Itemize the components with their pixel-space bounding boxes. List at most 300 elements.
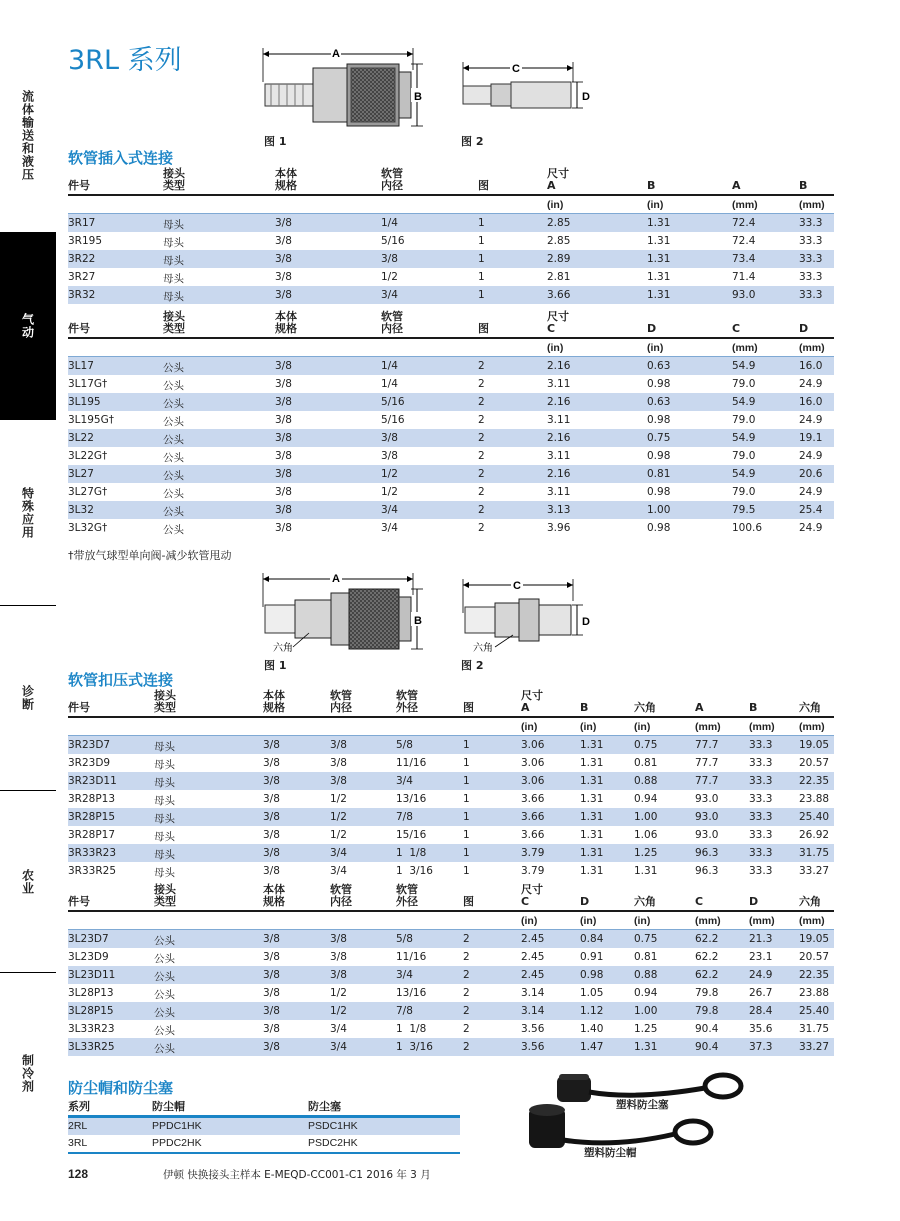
cell: 公头 bbox=[163, 506, 184, 518]
cell: 93.0 bbox=[695, 829, 719, 841]
cell: 3.14 bbox=[521, 987, 545, 999]
cell: 33.3 bbox=[799, 235, 823, 247]
cell: 3/4 bbox=[396, 969, 413, 981]
cell: 母头 bbox=[163, 219, 184, 231]
side-tab-bar bbox=[0, 0, 56, 1221]
unit-row bbox=[68, 339, 834, 357]
cell: 3.96 bbox=[547, 522, 571, 534]
cell: 33.3 bbox=[799, 271, 823, 283]
cell: 77.7 bbox=[695, 757, 719, 769]
cell: 公头 bbox=[163, 524, 184, 536]
cell: 3.06 bbox=[521, 775, 545, 787]
cell: 33.3 bbox=[749, 847, 773, 859]
cell: 79.5 bbox=[732, 504, 756, 516]
cell: 0.75 bbox=[634, 933, 658, 945]
unit-label: (in) bbox=[580, 915, 597, 927]
tab-diagnostics[interactable]: 诊断 bbox=[20, 685, 35, 711]
cell: 1.05 bbox=[580, 987, 604, 999]
footer-text: 伊顿 快换接头主样本 E-MEQD-CC001-C1 2016 年 3 月 bbox=[163, 1169, 431, 1181]
cell: 90.4 bbox=[695, 1041, 719, 1053]
cell: 3/8 bbox=[263, 951, 280, 963]
cell: 3R23D9 bbox=[68, 757, 111, 769]
col-part-number: 件号 bbox=[68, 701, 90, 714]
cell: 3/8 bbox=[263, 829, 280, 841]
col-dim-b-in: B bbox=[580, 701, 589, 714]
cell: 3/8 bbox=[275, 289, 292, 301]
cell: 3.66 bbox=[521, 829, 545, 841]
cell: 3/8 bbox=[275, 450, 292, 462]
col-dim-d-mm: D bbox=[799, 322, 809, 335]
cell: 1.31 bbox=[580, 829, 604, 841]
cell: 2.81 bbox=[547, 271, 571, 283]
cell: 公头 bbox=[154, 935, 175, 947]
cell: 3R22 bbox=[68, 253, 96, 265]
unit-row bbox=[68, 196, 834, 214]
cell: 33.3 bbox=[749, 811, 773, 823]
cell: 33.3 bbox=[749, 793, 773, 805]
col-hex-in: 六角 bbox=[634, 895, 656, 908]
hex-callout: 六角 bbox=[473, 643, 493, 654]
cell: 11/16 bbox=[396, 951, 427, 963]
cell: 3L195 bbox=[68, 396, 101, 408]
cell: 72.4 bbox=[732, 235, 756, 247]
cell: 3RL bbox=[68, 1137, 88, 1149]
col-dust-plug: 防尘塞 bbox=[308, 1100, 341, 1113]
cell: 26.92 bbox=[799, 829, 830, 841]
cell: 0.75 bbox=[634, 739, 658, 751]
cell: 2 bbox=[478, 504, 485, 516]
cell: 3L23D9 bbox=[68, 951, 109, 963]
table-row bbox=[68, 984, 834, 1002]
cell: 3/8 bbox=[330, 757, 347, 769]
col-coupling-type: 接头 类型 bbox=[163, 167, 185, 192]
cell: 公头 bbox=[154, 953, 175, 965]
cell: 2RL bbox=[68, 1120, 88, 1132]
cell: 1 bbox=[463, 847, 470, 859]
cell: PSDC2HK bbox=[308, 1137, 358, 1149]
figure-2-crimp-male-plug bbox=[455, 573, 605, 663]
col-dim-c-in: 尺寸 C bbox=[521, 883, 543, 908]
cell: 2 bbox=[463, 1005, 470, 1017]
cell: 28.4 bbox=[749, 1005, 773, 1017]
cell: 3R195 bbox=[68, 235, 103, 247]
cell: 3L33R23 bbox=[68, 1023, 115, 1035]
cell: 3R27 bbox=[68, 271, 96, 283]
table-row bbox=[68, 772, 834, 790]
cell: 3/8 bbox=[381, 253, 398, 265]
cell: 3.11 bbox=[547, 414, 571, 426]
cell: 25.40 bbox=[799, 1005, 830, 1017]
cell: 1.31 bbox=[647, 253, 671, 265]
table-header bbox=[68, 309, 834, 339]
cell: 3/8 bbox=[275, 378, 292, 390]
table-body bbox=[68, 736, 834, 880]
cell: 0.81 bbox=[647, 468, 671, 480]
cell: 2 bbox=[463, 1041, 470, 1053]
cell: 2 bbox=[478, 360, 485, 372]
cell: 公头 bbox=[163, 488, 184, 500]
cell: 19.05 bbox=[799, 739, 830, 751]
cell: 79.0 bbox=[732, 486, 756, 498]
cell: 1.00 bbox=[647, 504, 671, 516]
cell: 24.9 bbox=[799, 378, 823, 390]
table-row bbox=[68, 465, 834, 483]
col-hex-mm: 六角 bbox=[799, 895, 821, 908]
table-bottom-rule bbox=[68, 1152, 460, 1154]
cell: 3/8 bbox=[330, 775, 347, 787]
table-dust-caps bbox=[68, 1098, 460, 1154]
cell: 0.81 bbox=[634, 951, 658, 963]
cell: 3L28P13 bbox=[68, 987, 114, 999]
cell: 1.31 bbox=[647, 217, 671, 229]
cell: 3.06 bbox=[521, 739, 545, 751]
cell: 3/8 bbox=[330, 969, 347, 981]
cell: 3.66 bbox=[547, 289, 571, 301]
cell: 25.4 bbox=[799, 504, 823, 516]
cell: 1/2 bbox=[330, 987, 347, 999]
table-header bbox=[68, 166, 834, 196]
cell: 1 bbox=[463, 757, 470, 769]
cell: 35.6 bbox=[749, 1023, 773, 1035]
cell: 16.0 bbox=[799, 396, 823, 408]
cell: 3/8 bbox=[275, 271, 292, 283]
cell: 23.88 bbox=[799, 793, 830, 805]
cell: 1.25 bbox=[634, 847, 658, 859]
cell: 母头 bbox=[154, 759, 175, 771]
figure-2-label: 图 2 bbox=[461, 659, 484, 672]
table-body bbox=[68, 357, 834, 537]
cell: 2.16 bbox=[547, 360, 571, 372]
col-hex-mm: 六角 bbox=[799, 701, 821, 714]
cell: 3R17 bbox=[68, 217, 96, 229]
cell: 3/8 bbox=[275, 235, 292, 247]
cell: 1 bbox=[463, 793, 470, 805]
cell: 33.3 bbox=[799, 217, 823, 229]
cell: 5/16 bbox=[381, 414, 405, 426]
cell: 2 bbox=[478, 468, 485, 480]
cell: 2 bbox=[463, 951, 470, 963]
dim-b-label: B bbox=[414, 91, 422, 103]
cell: 1 bbox=[478, 289, 485, 301]
cell: 3/4 bbox=[381, 522, 398, 534]
tab-special-applications[interactable]: 特殊应用 bbox=[20, 486, 35, 539]
table-crimp-male bbox=[68, 882, 834, 1056]
cell: 24.9 bbox=[799, 414, 823, 426]
cell: 1/4 bbox=[381, 360, 398, 372]
col-hose-id: 软管 内径 bbox=[381, 310, 403, 335]
cell: 20.57 bbox=[799, 951, 830, 963]
unit-label: (mm) bbox=[799, 915, 825, 927]
cell: 79.0 bbox=[732, 378, 756, 390]
cell: 1.31 bbox=[580, 811, 604, 823]
cell: 0.91 bbox=[580, 951, 604, 963]
cell: 0.63 bbox=[647, 360, 671, 372]
cell: 公头 bbox=[154, 1007, 175, 1019]
col-figure: 图 bbox=[478, 322, 489, 335]
col-hex-in: 六角 bbox=[634, 701, 656, 714]
cell: 3/8 bbox=[330, 951, 347, 963]
tab-pneumatics[interactable]: 气动 bbox=[0, 232, 56, 420]
unit-label: (in) bbox=[521, 721, 538, 733]
cell: 1.31 bbox=[580, 847, 604, 859]
dim-c-label: C bbox=[513, 580, 521, 592]
table-insert-female bbox=[68, 166, 834, 304]
table-row bbox=[68, 826, 834, 844]
figure-1-crimp-female-coupler bbox=[255, 567, 435, 662]
cell: 33.3 bbox=[799, 253, 823, 265]
cell: 62.2 bbox=[695, 951, 719, 963]
cell: 93.0 bbox=[695, 811, 719, 823]
col-dim-c-mm: C bbox=[732, 322, 741, 335]
cell: 2 bbox=[463, 987, 470, 999]
cell: 3L33R25 bbox=[68, 1041, 115, 1053]
cell: 3/4 bbox=[330, 865, 347, 877]
cell: 54.9 bbox=[732, 432, 756, 444]
cell: 3/8 bbox=[263, 969, 280, 981]
cell: 24.9 bbox=[799, 486, 823, 498]
col-figure: 图 bbox=[478, 179, 489, 192]
cell: 19.1 bbox=[799, 432, 823, 444]
cell: 2 bbox=[478, 486, 485, 498]
cell: 3R23D7 bbox=[68, 739, 111, 751]
cell: 3.56 bbox=[521, 1041, 545, 1053]
cell: 3/8 bbox=[275, 217, 292, 229]
cell: 0.94 bbox=[634, 987, 658, 999]
cell: 3.56 bbox=[521, 1023, 545, 1035]
cell: 3/8 bbox=[263, 933, 280, 945]
cell: 1.31 bbox=[580, 775, 604, 787]
col-dust-cap: 防尘帽 bbox=[152, 1100, 185, 1113]
cell: 1 3/16 bbox=[396, 865, 433, 877]
cell: 72.4 bbox=[732, 217, 756, 229]
table-row bbox=[68, 1135, 460, 1152]
cell: 22.35 bbox=[799, 969, 830, 981]
cell: 0.88 bbox=[634, 775, 658, 787]
unit-label: (in) bbox=[634, 915, 651, 927]
col-hose-id: 软管 内径 bbox=[330, 883, 352, 908]
cell: 93.0 bbox=[695, 793, 719, 805]
cell: 3.11 bbox=[547, 486, 571, 498]
cell: 2 bbox=[463, 933, 470, 945]
table-row bbox=[68, 754, 834, 772]
unit-label: (in) bbox=[647, 199, 664, 211]
cell: 3/8 bbox=[330, 933, 347, 945]
tab-refrigerant[interactable]: 制冷剂 bbox=[20, 1053, 35, 1093]
cell: 100.6 bbox=[732, 522, 763, 534]
cell: 3/8 bbox=[381, 432, 398, 444]
unit-label: (mm) bbox=[695, 915, 721, 927]
cell: 1/2 bbox=[330, 829, 347, 841]
cell: 54.9 bbox=[732, 468, 756, 480]
table-row bbox=[68, 232, 834, 250]
table-header bbox=[68, 882, 834, 912]
cell: 1/4 bbox=[381, 217, 398, 229]
unit-label: (in) bbox=[547, 342, 564, 354]
cell: 公头 bbox=[163, 452, 184, 464]
cell: 77.7 bbox=[695, 739, 719, 751]
cell: 3R33R25 bbox=[68, 865, 116, 877]
col-coupling-type: 接头 类型 bbox=[154, 689, 176, 714]
cell: 24.9 bbox=[749, 969, 773, 981]
cell: 2 bbox=[478, 378, 485, 390]
table-row bbox=[68, 519, 834, 537]
cell: 3/4 bbox=[330, 847, 347, 859]
unit-label: (mm) bbox=[799, 721, 825, 733]
table-row bbox=[68, 1038, 834, 1056]
cell: 1.31 bbox=[580, 793, 604, 805]
cell: 母头 bbox=[154, 831, 175, 843]
cell: 79.0 bbox=[732, 414, 756, 426]
cell: 3.66 bbox=[521, 793, 545, 805]
cell: 母头 bbox=[154, 795, 175, 807]
cell: 33.3 bbox=[749, 757, 773, 769]
col-figure: 图 bbox=[463, 895, 474, 908]
table-row bbox=[68, 808, 834, 826]
cell: 3/8 bbox=[275, 253, 292, 265]
cell: 0.98 bbox=[647, 450, 671, 462]
cell: 0.75 bbox=[647, 432, 671, 444]
cell: 1.31 bbox=[647, 271, 671, 283]
col-dim-c-in: 尺寸 C bbox=[547, 310, 569, 335]
cell: 2 bbox=[478, 450, 485, 462]
tab-agriculture[interactable]: 农业 bbox=[20, 868, 35, 895]
unit-label: (mm) bbox=[749, 915, 775, 927]
cell: 3/4 bbox=[330, 1041, 347, 1053]
cell: 3R28P13 bbox=[68, 793, 116, 805]
cell: 3/8 bbox=[263, 775, 280, 787]
unit-row bbox=[68, 912, 834, 930]
cell: 0.88 bbox=[634, 969, 658, 981]
cell: 3L32 bbox=[68, 504, 94, 516]
cell: 33.3 bbox=[749, 739, 773, 751]
cell: 3L22 bbox=[68, 432, 94, 444]
cell: 3/8 bbox=[275, 486, 292, 498]
col-body-size: 本体 规格 bbox=[275, 167, 297, 192]
cell: 1 bbox=[463, 739, 470, 751]
cell: 2 bbox=[463, 969, 470, 981]
cell: 3L23D7 bbox=[68, 933, 109, 945]
col-figure: 图 bbox=[463, 701, 474, 714]
cell: 3/8 bbox=[263, 757, 280, 769]
cell: 公头 bbox=[154, 971, 175, 983]
col-dim-a-in: 尺寸 A bbox=[521, 689, 543, 714]
table-header bbox=[68, 688, 834, 718]
cell: 2.85 bbox=[547, 235, 571, 247]
col-dim-b-mm: B bbox=[749, 701, 758, 714]
cell: 3/4 bbox=[381, 289, 398, 301]
cell: 3/8 bbox=[263, 1023, 280, 1035]
dim-d-label: D bbox=[582, 616, 590, 628]
cell: 1.31 bbox=[580, 739, 604, 751]
cell: 3.11 bbox=[547, 378, 571, 390]
cell: 1 bbox=[478, 217, 485, 229]
cell: 73.4 bbox=[732, 253, 756, 265]
cell: 22.35 bbox=[799, 775, 830, 787]
cell: 96.3 bbox=[695, 865, 719, 877]
cell: 3/8 bbox=[275, 396, 292, 408]
cell: 54.9 bbox=[732, 360, 756, 372]
col-coupling-type: 接头 类型 bbox=[154, 883, 176, 908]
cell: 3.66 bbox=[521, 811, 545, 823]
table-body bbox=[68, 930, 834, 1056]
table-row bbox=[68, 393, 834, 411]
cell: 96.3 bbox=[695, 847, 719, 859]
cell: 1 3/16 bbox=[396, 1041, 433, 1053]
cell: 公头 bbox=[154, 1025, 175, 1037]
cell: 0.84 bbox=[580, 933, 604, 945]
cell: 33.27 bbox=[799, 1041, 830, 1053]
cell: 母头 bbox=[154, 867, 175, 879]
cell: 16.0 bbox=[799, 360, 823, 372]
cell: 1.00 bbox=[634, 1005, 658, 1017]
cell: 公头 bbox=[163, 470, 184, 482]
cell: 3/8 bbox=[263, 1005, 280, 1017]
col-dim-b-mm: B bbox=[799, 179, 808, 192]
cell: 公头 bbox=[154, 1043, 175, 1055]
cell: 3/4 bbox=[396, 775, 413, 787]
cell: 3/8 bbox=[263, 847, 280, 859]
unit-row bbox=[68, 718, 834, 736]
cell: 3L22G† bbox=[68, 450, 108, 462]
cell: 33.3 bbox=[749, 775, 773, 787]
cell: 公头 bbox=[163, 434, 184, 446]
cell: 母头 bbox=[163, 255, 184, 267]
cell: 3/8 bbox=[275, 414, 292, 426]
table-row bbox=[68, 250, 834, 268]
figure-1-label: 图 1 bbox=[264, 659, 287, 672]
cell: 31.75 bbox=[799, 847, 830, 859]
unit-label: (mm) bbox=[799, 199, 825, 211]
cell: 2.45 bbox=[521, 951, 545, 963]
col-body-size: 本体 规格 bbox=[263, 883, 285, 908]
cell: 93.0 bbox=[732, 289, 756, 301]
cell: 3.14 bbox=[521, 1005, 545, 1017]
cell: 0.94 bbox=[634, 793, 658, 805]
col-dim-b-in: B bbox=[647, 179, 656, 192]
table-row bbox=[68, 375, 834, 393]
dim-c-label: C bbox=[512, 63, 520, 75]
cell: 3.13 bbox=[547, 504, 571, 516]
section-title-hose-crimp: 软管扣压式连接 bbox=[68, 671, 174, 689]
table-row bbox=[68, 411, 834, 429]
cell: 3L27 bbox=[68, 468, 94, 480]
cell: 1/2 bbox=[381, 468, 398, 480]
dim-a-label: A bbox=[332, 48, 340, 60]
cell: 21.3 bbox=[749, 933, 773, 945]
table-body bbox=[68, 214, 834, 304]
cell: 3R23D11 bbox=[68, 775, 117, 787]
table-crimp-female bbox=[68, 688, 834, 880]
cell: 1 bbox=[478, 253, 485, 265]
cell: 3/8 bbox=[275, 468, 292, 480]
col-dim-d-in: D bbox=[647, 322, 657, 335]
col-part-number: 件号 bbox=[68, 322, 90, 335]
unit-label: (in) bbox=[634, 721, 651, 733]
tab-fluid-conveyance[interactable]: 流体输送和液压 bbox=[20, 89, 35, 181]
col-dim-a-mm: A bbox=[732, 179, 741, 192]
cell: 1.31 bbox=[580, 865, 604, 877]
cell: 0.98 bbox=[647, 378, 671, 390]
cell: 24.9 bbox=[799, 450, 823, 462]
page-number: 128 bbox=[68, 1167, 89, 1181]
cell: 3/8 bbox=[263, 987, 280, 999]
cell: 7/8 bbox=[396, 811, 413, 823]
cell: 31.75 bbox=[799, 1023, 830, 1035]
cell: 1 bbox=[463, 811, 470, 823]
footnote: †带放气球型单向阀-减少软管甩动 bbox=[68, 549, 232, 562]
cell: 0.98 bbox=[647, 522, 671, 534]
cell: 1.47 bbox=[580, 1041, 604, 1053]
